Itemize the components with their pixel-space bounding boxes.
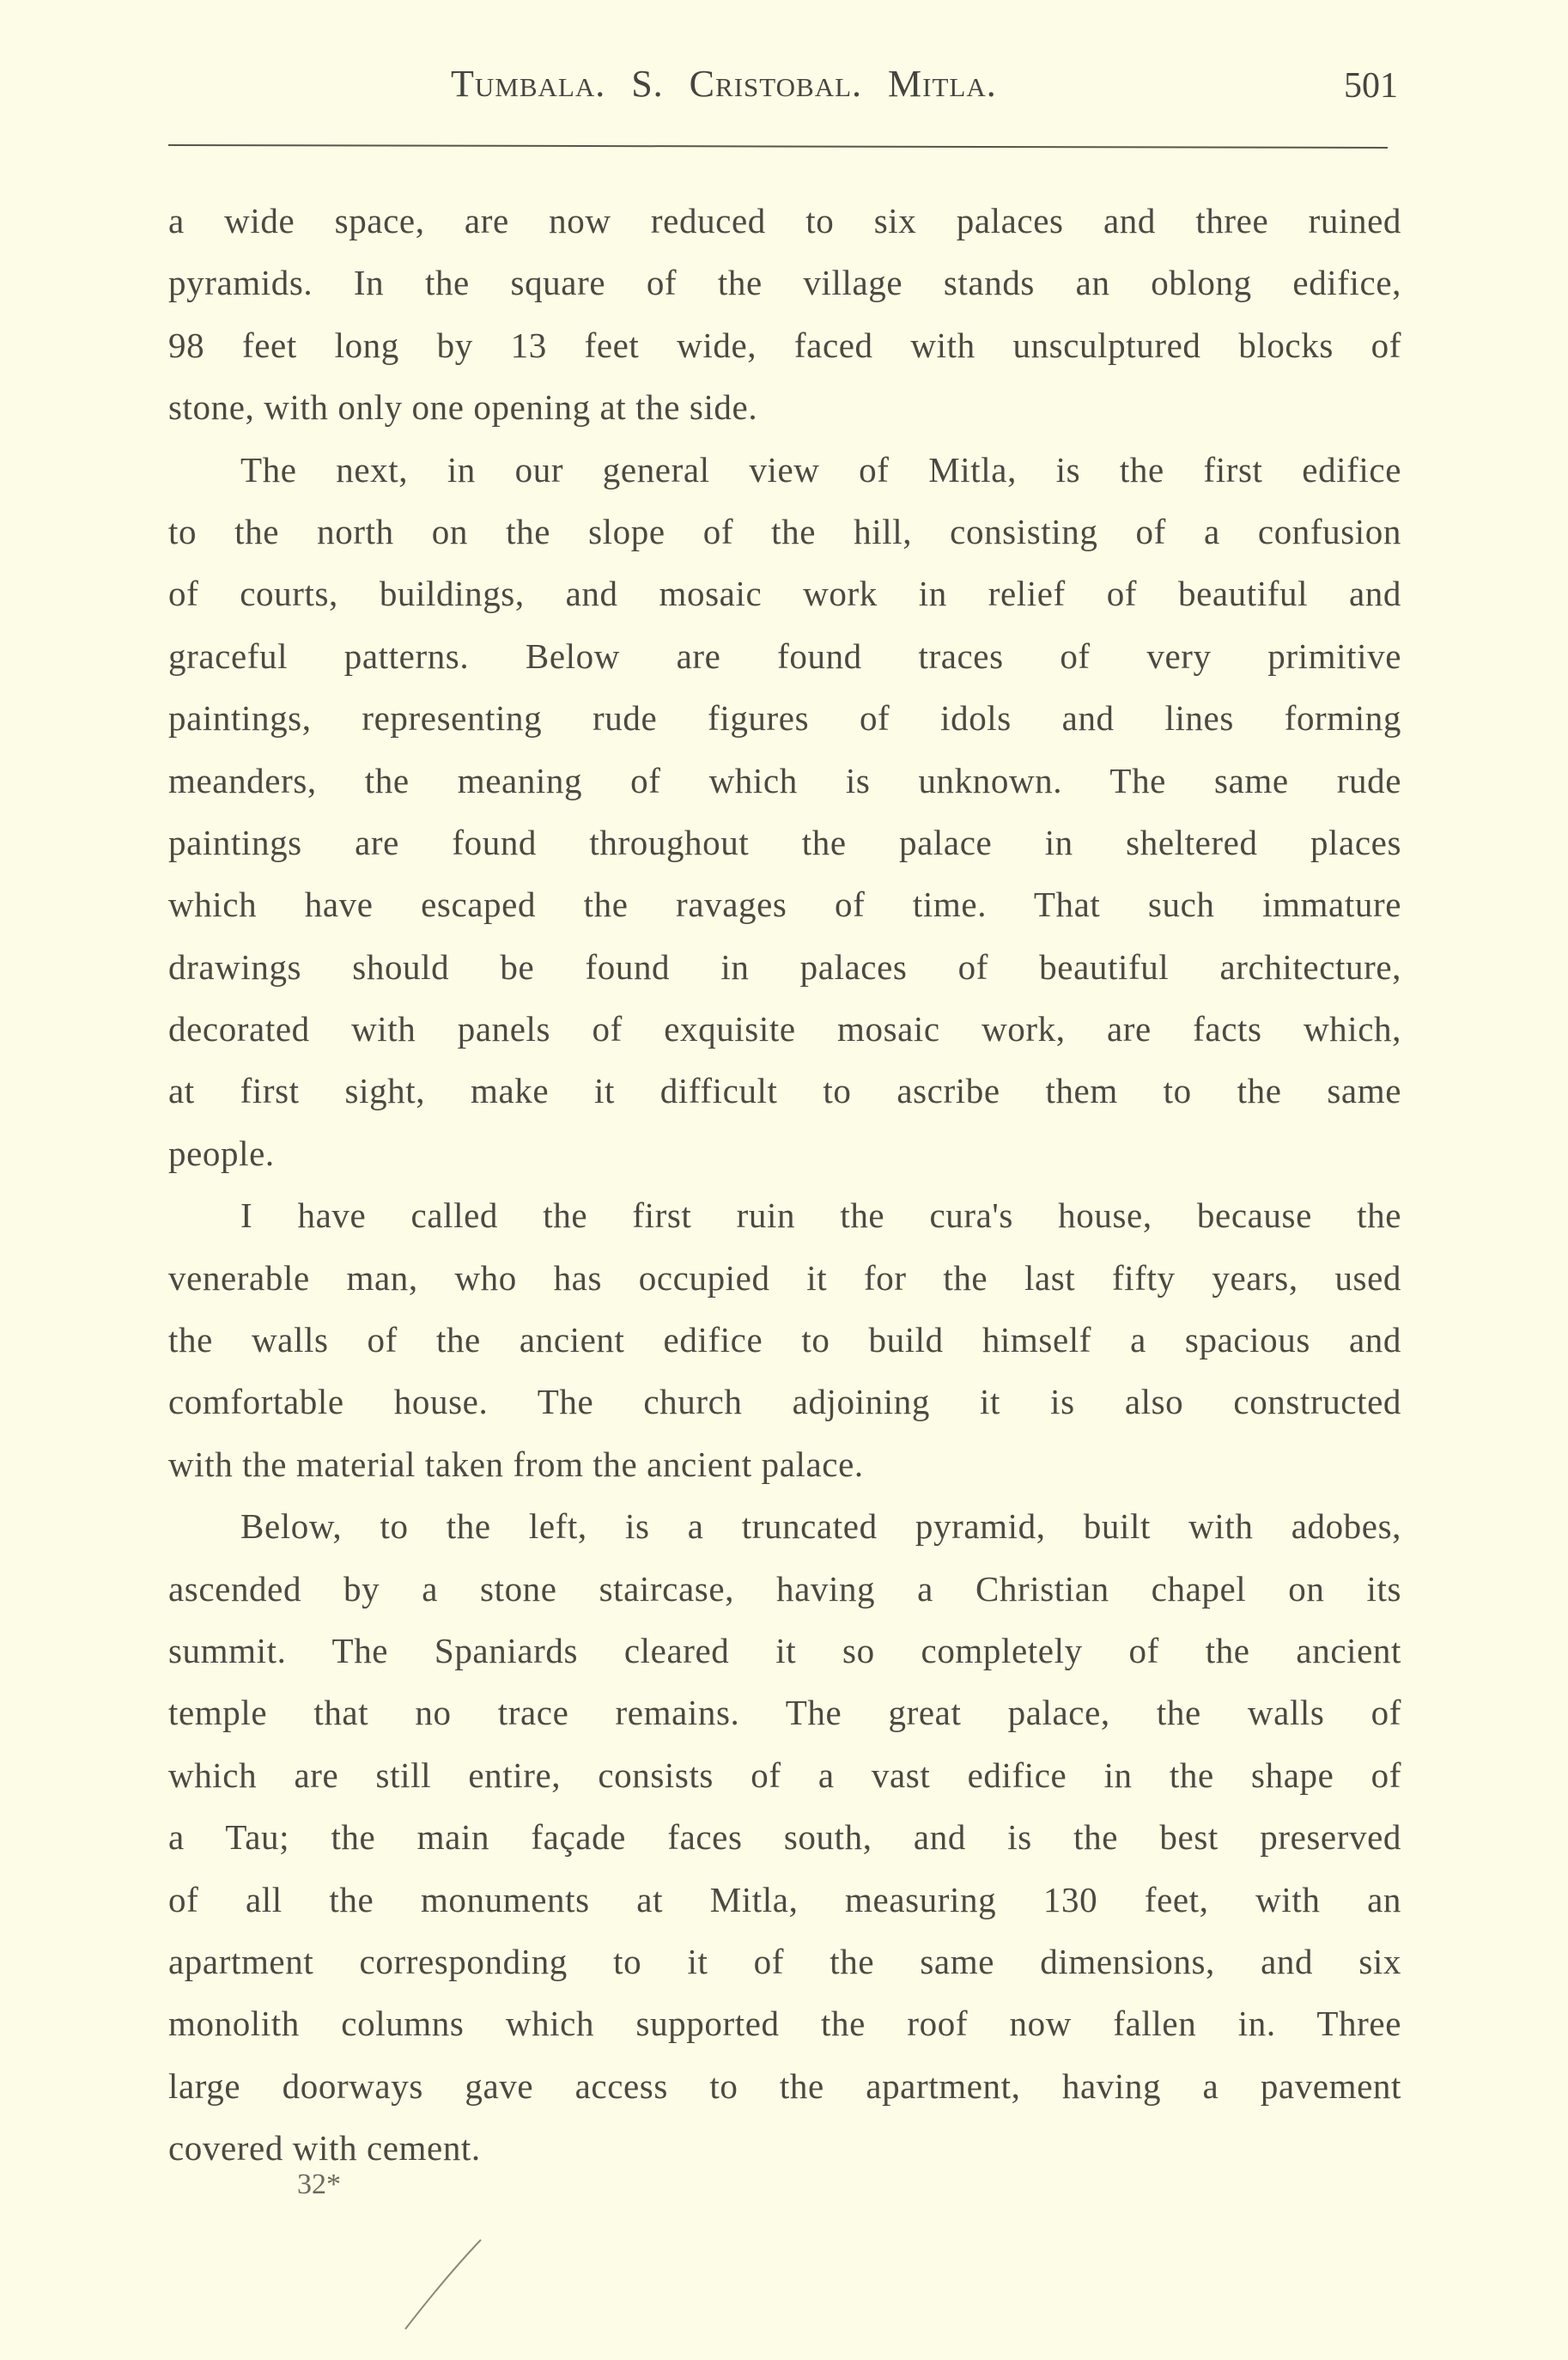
page-number: 501 bbox=[1344, 66, 1398, 106]
text-line: of all the monuments at Mitla, measuring 130 feet, with an bbox=[168, 1879, 1401, 1919]
text-line: large doorways gave access to the apartment, having a pavement bbox=[168, 2065, 1401, 2106]
text-line: venerable man, who has occupied it for the last fifty years, used bbox=[168, 1257, 1401, 1298]
text-line: summit. The Spaniards cleared it so completely of the ancient bbox=[168, 1630, 1401, 1670]
text-line: which have escaped the ravages of time. That such immature bbox=[168, 885, 1401, 925]
text-line: I have called the first ruin the cura's house, because the bbox=[240, 1195, 1401, 1236]
text-line: ascended by a stone staircase, having a Christian chapel on its bbox=[168, 1568, 1401, 1609]
text-line: The next, in our general view of Mitla, is the first edifice bbox=[240, 449, 1401, 490]
text-line: meanders, the meaning of which is unknown. The same rude bbox=[168, 760, 1401, 800]
text-line: paintings, representing rude figures of idols and lines forming bbox=[168, 698, 1401, 739]
text-line: with the material taken from the ancient palace. bbox=[168, 1444, 864, 1484]
running-title: Tumbala. S. Cristobal. Mitla. bbox=[451, 63, 997, 105]
text-line: pyramids. In the square of the village stands an oblong edifice, bbox=[168, 263, 1401, 303]
text-line: covered with cement. bbox=[168, 2128, 481, 2168]
text-line: 98 feet long by 13 feet wide, faced with unsculptured blocks of bbox=[168, 325, 1401, 365]
text-line: which are still entire, consists of a vast edifice in the shape of bbox=[168, 1755, 1401, 1795]
signature-mark: 32* bbox=[297, 2168, 341, 2200]
text-line: to the north on the slope of the hill, consisting of a confusion bbox=[168, 511, 1401, 551]
text-line: decorated with panels of exquisite mosaic work, are facts which, bbox=[168, 1009, 1401, 1049]
text-line: Below, to the left, is a truncated pyramid, built with adobes, bbox=[240, 1506, 1401, 1547]
text-line: comfortable house. The church adjoining it is also constructed bbox=[168, 1382, 1401, 1422]
text-line: apartment corresponding to it of the same dimensions, and six bbox=[168, 1941, 1401, 1981]
text-line: paintings are found throughout the palace in sheltered places bbox=[168, 822, 1401, 862]
text-line: graceful patterns. Below are found traces of very primitive bbox=[168, 636, 1401, 676]
text-line: temple that no trace remains. The great palace, the walls of bbox=[168, 1693, 1401, 1733]
text-line: stone, with only one opening at the side. bbox=[168, 387, 758, 428]
text-line: a wide space, are now reduced to six palaces and three ruined bbox=[168, 201, 1401, 240]
text-line: of courts, buildings, and mosaic work in relief of beautiful and bbox=[168, 574, 1401, 614]
text-line: the walls of the ancient edifice to build himself a spacious and bbox=[168, 1320, 1401, 1360]
text-line: drawings should be found in palaces of beautiful architecture, bbox=[168, 946, 1401, 987]
text-line: a Tau; the main façade faces south, and is the best preserved bbox=[168, 1817, 1401, 1858]
text-line: monolith columns which supported the roof now fallen in. Three bbox=[168, 2004, 1401, 2044]
text-line: people. bbox=[168, 1133, 275, 1173]
text-line: at first sight, make it difficult to ascribe them to the same bbox=[168, 1071, 1401, 1111]
